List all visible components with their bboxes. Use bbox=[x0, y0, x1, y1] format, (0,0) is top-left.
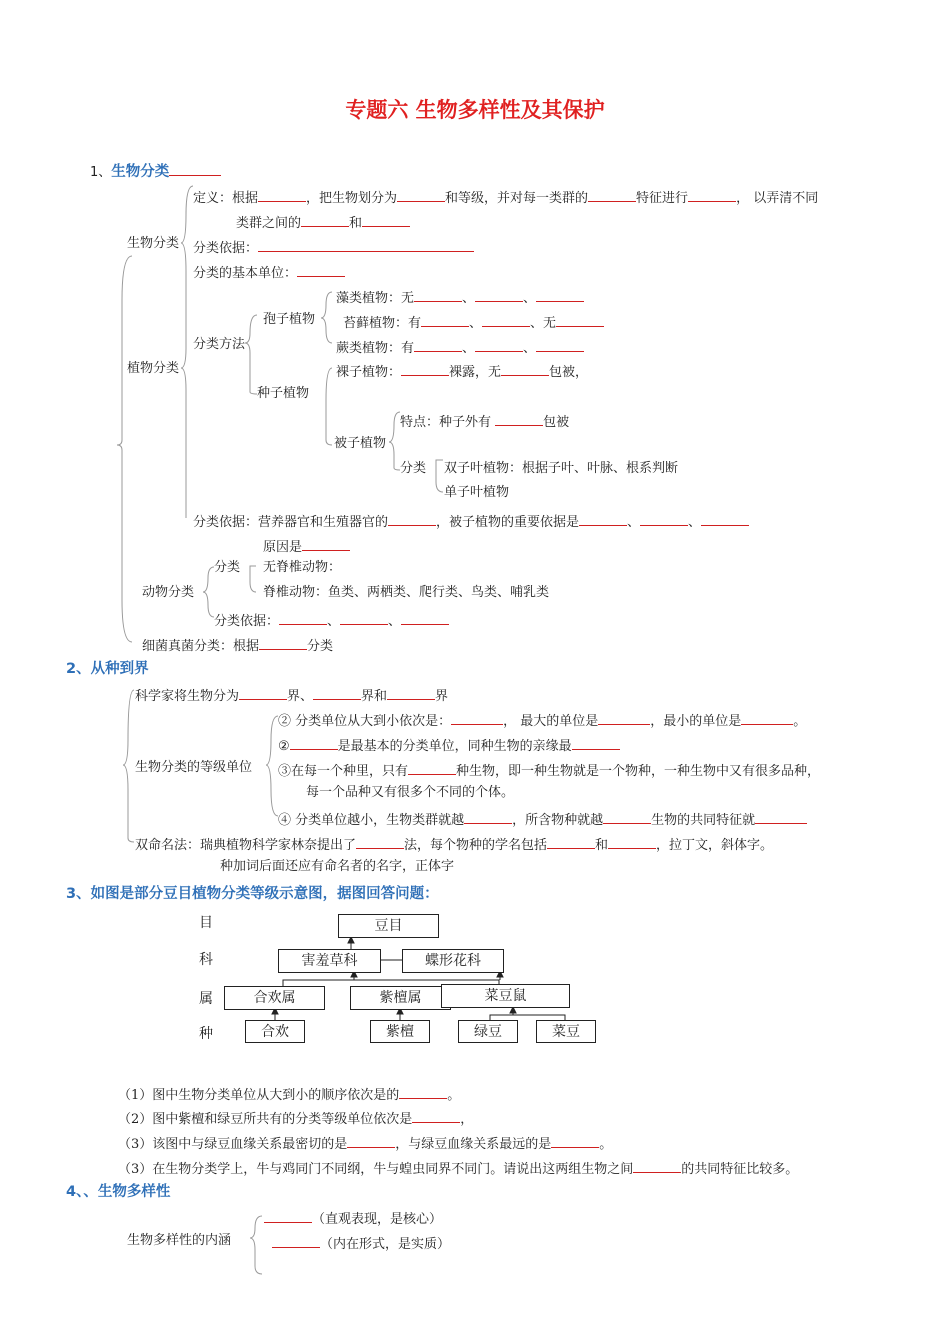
level-label-order: 目 bbox=[199, 915, 213, 931]
levels-line-3: ③在每一个种里，只有 种生物，即一种生物就是一个物种，一种生物中又有很多品种， bbox=[278, 759, 820, 781]
taxon-box-family: 害羞草科 bbox=[278, 949, 381, 973]
level-label-family: 科 bbox=[199, 952, 213, 968]
taxon-box-genus: 合欢属 bbox=[224, 986, 325, 1010]
taxon-box-species: 合欢 bbox=[245, 1020, 305, 1043]
seed-plants-label: 种子植物 bbox=[257, 386, 310, 401]
question-3: （3）该图中与绿豆血缘关系最密切的是 ，与绿豆血缘关系最远的是 。 bbox=[118, 1132, 612, 1154]
section-1-number: 1、 bbox=[90, 165, 112, 180]
angiosperm-feature-line: 特点：种子外有 包被 bbox=[400, 410, 569, 432]
taxon-box-species: 绿豆 bbox=[458, 1020, 518, 1043]
animal-class-label: 分类 bbox=[214, 560, 241, 575]
angiosperm-label: 被子植物 bbox=[334, 436, 387, 451]
taxon-box-order: 豆目 bbox=[338, 914, 439, 938]
section-3-heading: 3、如图是部分豆目植物分类等级示意图，据图回答问题： bbox=[66, 886, 439, 902]
levels-line-3-cont: 每一个品种又有很多个不同的个体。 bbox=[306, 785, 515, 800]
binomial-line-2: 种加词后面还应有命名者的名字，正体字 bbox=[220, 859, 455, 874]
definition-line: 定义：根据 ，把生物划分为 和等级，并对每一类群的 特征进行 ， 以弄清不同 bbox=[193, 186, 818, 208]
levels-root-label: 生物分类的等级单位 bbox=[135, 760, 253, 775]
spore-plants-label: 孢子植物 bbox=[263, 312, 316, 327]
kingdoms-line: 科学家将生物分为 界、 界和 界 bbox=[135, 684, 448, 706]
unit-line: 分类的基本单位： bbox=[193, 261, 345, 283]
answer-blank[interactable] bbox=[399, 1083, 447, 1099]
question-1: （1）图中生物分类单位从大到小的顺序依次是的 。 bbox=[118, 1083, 460, 1105]
dicot-line: 双子叶植物：根据子叶、叶脉、根系判断 bbox=[444, 461, 679, 476]
levels-line-1: ② 分类单位从大到小依次是： ， 最大的单位是 ，最小的单位是 。 bbox=[278, 709, 806, 731]
taxon-box-genus: 紫檀属 bbox=[350, 986, 451, 1010]
biodiversity-line-b: （内在形式，是实质） bbox=[272, 1232, 450, 1254]
fungi-line: 细菌真菌分类：根据 分类 bbox=[142, 634, 333, 656]
answer-blank[interactable] bbox=[264, 1207, 312, 1223]
answer-blank[interactable] bbox=[412, 1107, 460, 1123]
plant-basis-line: 分类依据：营养器官和生殖器官的 ，被子植物的重要依据是 、 、 bbox=[193, 510, 749, 532]
section-2-heading: 2、从种到界 bbox=[66, 661, 149, 677]
monocot-line: 单子叶植物 bbox=[444, 485, 510, 500]
gymnosperm-line: 裸子植物： 裸露，无 包被， bbox=[336, 360, 588, 382]
answer-blank[interactable] bbox=[633, 1157, 681, 1173]
section-4-heading: 4、、生物多样性 bbox=[66, 1184, 171, 1200]
animal-basis-line: 分类依据： 、 、 bbox=[214, 609, 449, 631]
animal-classification-label: 动物分类 bbox=[142, 585, 195, 600]
level-label-species: 种 bbox=[199, 1026, 213, 1042]
reason-line: 原因是 bbox=[263, 535, 350, 557]
levels-line-4: ④ 分类单位越小，生物类群就越 ，所含物种就越 生物的共同特征就 bbox=[278, 808, 807, 830]
level-label-genus: 属 bbox=[199, 991, 213, 1007]
plant-classification-label: 植物分类 bbox=[127, 361, 180, 376]
fern-line: 蕨类植物：有 、 、 bbox=[336, 336, 584, 358]
page-title: 专题六 生物多样性及其保护 bbox=[345, 98, 605, 122]
taxon-box-family: 蝶形花科 bbox=[402, 949, 504, 973]
answer-blank[interactable] bbox=[347, 1132, 395, 1148]
answer-blank[interactable] bbox=[272, 1232, 320, 1248]
invertebrate-line: 无脊椎动物： bbox=[263, 560, 342, 575]
binomial-line: 双命名法：瑞典植物科学家林奈提出了 法，每个物种的学名包括 和 ，拉丁文，斜体字。 bbox=[135, 833, 773, 855]
biodiversity-root-label: 生物多样性的内涵 bbox=[127, 1233, 232, 1248]
levels-line-2: ② 是最基本的分类单位，同种生物的亲缘最 bbox=[278, 734, 620, 756]
classification-root: 生物分类 bbox=[127, 236, 180, 251]
section-1-title: 生物分类 bbox=[111, 164, 170, 180]
basis-line: 分类依据： bbox=[193, 236, 474, 258]
question-4: （3）在生物分类学上，牛与鸡同门不同纲，牛与蝗虫同界不同门。请说出这两组生物之间 的共同特征比较多。 bbox=[118, 1157, 798, 1179]
answer-blank[interactable] bbox=[551, 1132, 599, 1148]
definition-line-2: 类群之间的 和 bbox=[236, 211, 410, 233]
vertebrate-line: 脊椎动物：鱼类、两栖类、爬行类、鸟类、哺乳类 bbox=[263, 585, 550, 600]
algae-line: 藻类植物：无 、 、 bbox=[336, 286, 584, 308]
moss-line: 苔藓植物：有 、 、无 bbox=[343, 311, 604, 333]
taxon-box-species: 菜豆 bbox=[536, 1020, 596, 1043]
question-2: （2）图中紫檀和绿豆所共有的分类等级单位依次是 ， bbox=[118, 1107, 473, 1129]
angiosperm-class-label: 分类 bbox=[400, 461, 427, 476]
biodiversity-line-a: （直观表现，是核心） bbox=[264, 1207, 442, 1229]
taxon-box-species: 紫檀 bbox=[370, 1020, 430, 1043]
taxon-box-genus: 菜豆鼠 bbox=[441, 984, 570, 1008]
method-label: 分类方法 bbox=[193, 337, 246, 352]
